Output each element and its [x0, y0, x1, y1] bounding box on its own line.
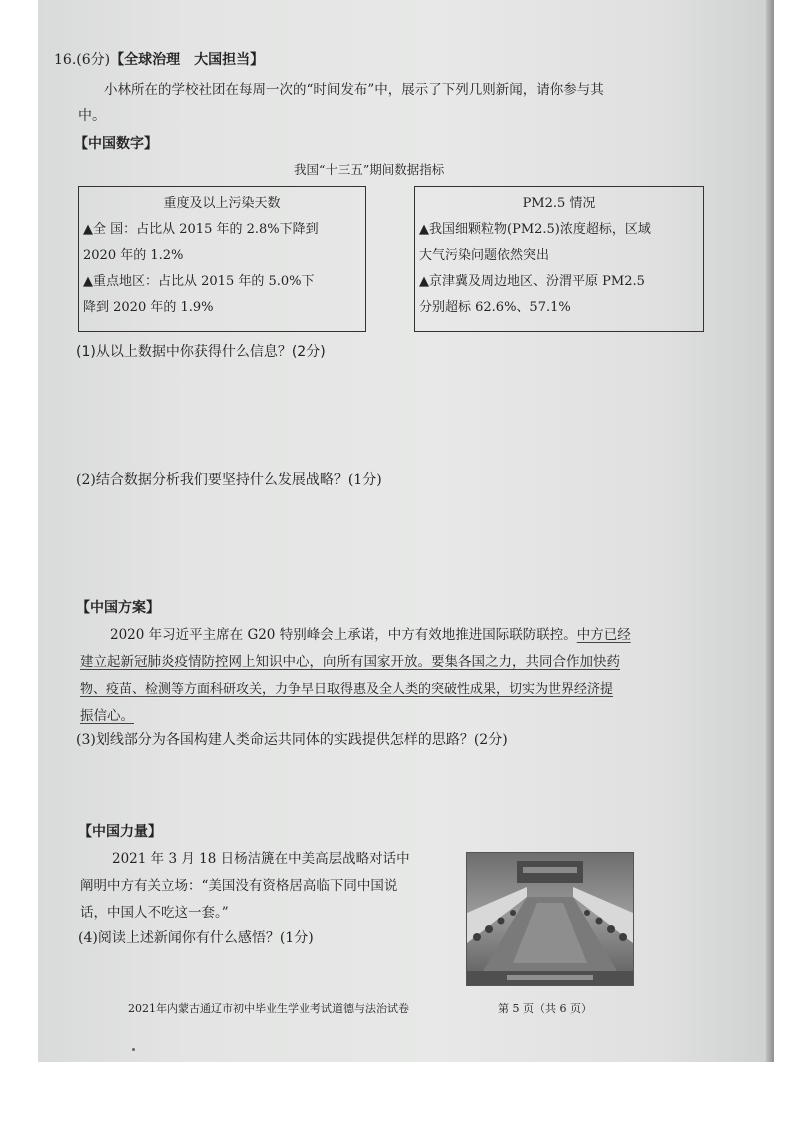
sub-question-4: (4)阅读上述新闻你有什么感悟？(1分): [78, 930, 314, 946]
sub-question-2: (2)结合数据分析我们要坚持什么发展战略？(1分): [76, 472, 382, 488]
box-line: 2020 年的 1.2%: [83, 248, 184, 263]
underlined-text: 中方已经: [576, 627, 631, 643]
plan-line-4: [80, 703, 134, 730]
section-heading-china-strength: 【中国力量】: [78, 824, 162, 840]
question-tag: 【全球治理 大国担当】: [110, 52, 265, 68]
data-caption: 我国“十三五”期间数据指标: [294, 162, 445, 177]
box-line: ▲重点地区：占比从 2015 年的 5.0%下: [83, 274, 315, 289]
box-title: PM2.5 情况: [522, 196, 596, 211]
data-box-pollution-days: [78, 186, 366, 332]
question-number: 16.(6分): [54, 52, 111, 68]
footer-page-number: 第 5 页（共 6 页）: [498, 1002, 592, 1015]
scan-speck: [132, 1048, 135, 1051]
news-photo: [466, 852, 634, 986]
plan-line-1: [110, 622, 631, 649]
box-line: ▲我国细颗粒物(PM2.5)浓度超标，区域: [419, 222, 651, 237]
box-title: 重度及以上污染天数: [163, 196, 281, 211]
data-box-pm25: [414, 186, 704, 332]
underlined-text: 物、疫苗、检测等方面科研攻关，力争早日取得惠及全人类的突破性成果，切实为世界经济提: [80, 682, 614, 697]
plan-line-2: [80, 649, 620, 676]
underlined-text: 要集各国之力，共同合作加快药: [431, 654, 620, 670]
strength-line-1: 2021 年 3 月 18 日杨洁篪在中美高层战略对话中: [112, 851, 410, 867]
box-line: 大气污染问题依然突出: [419, 248, 550, 263]
footer-exam-title: 2021年内蒙古通辽市初中毕业生学业考试道德与法治试卷: [128, 1002, 409, 1015]
box-line: ▲京津冀及周边地区、汾渭平原 PM2.5: [419, 274, 645, 289]
strength-line-3: 话，中国人不吃这一套。”: [80, 905, 229, 921]
intro-line-1: 小林所在的学校社团在每周一次的“时间发布”中，展示了下列几则新闻，请你参与其: [104, 82, 604, 98]
intro-line-2: 中。: [78, 108, 106, 124]
plan-text: 2020 年习近平主席在 G20 特别峰会上承诺，中方有效地推进国际联防联控。: [110, 627, 577, 643]
sub-question-3: (3)划线部分为各国构建人类命运共同体的实践提供怎样的思路？(2分): [76, 732, 508, 748]
question-header: [54, 50, 264, 70]
box-line: 分别超标 62.6%、57.1%: [419, 300, 571, 315]
box-line: 降到 2020 年的 1.9%: [83, 300, 214, 315]
plan-line-3: [80, 676, 613, 703]
section-heading-china-plan: 【中国方案】: [76, 600, 160, 616]
sub-question-1: (1)从以上数据中你获得什么信息？(2分): [76, 344, 326, 360]
strength-line-2: 阐明中方有关立场：“美国没有资格居高临下同中国说: [80, 878, 398, 894]
box-line: ▲全 国：占比从 2015 年的 2.8%下降到: [83, 222, 319, 237]
paper-edge: [766, 0, 774, 1062]
underlined-text: 振信心。: [80, 708, 134, 724]
news-photo-illustration: [467, 853, 633, 985]
section-heading-china-numbers: 【中国数字】: [74, 136, 158, 152]
underlined-text: 建立起新冠肺炎疫情防控网上知识中心，向所有国家开放。: [80, 654, 431, 670]
